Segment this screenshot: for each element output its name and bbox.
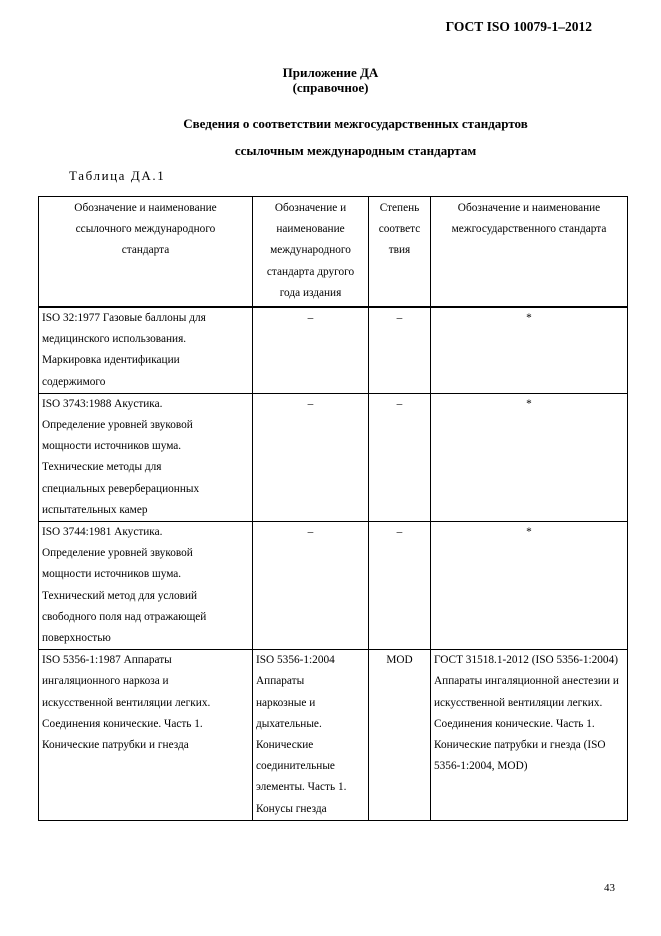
section-title-line-2: ссылочным международным стандартам xyxy=(234,143,477,158)
ref-standard-cell: ISO 3743:1988 Акустика. Определение уровней звуковой мощности источников шума. Технические методы для специальных реверберационных испытательных камер xyxy=(39,393,253,521)
ref-standard-cell: ISO 5356-1:1987 Аппараты ингаляционного наркоза и искусственной вентиляции легких. Соединения конические. Часть 1. Конические патрубки и гнезда xyxy=(39,650,253,821)
header-interstate-standard: Обозначение и наименование межгосударственного стандарта xyxy=(431,197,628,308)
section-title-line-1: Сведения о соответствии межгосударственных стандартов xyxy=(183,116,528,131)
table-header-row xyxy=(39,197,628,308)
ref-standard-cell: ISO 32:1977 Газовые баллоны для медицинского использования. Маркировка идентификации содержимого xyxy=(39,307,253,393)
intl-standard-cell: ISO 5356-1:2004 Аппараты наркозные и дыхательные. Конические соединительные элементы. Часть 1. Конусы гнезда xyxy=(253,650,369,821)
interstate-standard-cell: ГОСТ 31518.1-2012 (ISO 5356-1:2004) Аппараты ингаляционной анестезии и искусственной вентиляции легких. Соединения конические. Часть 1. Конические патрубки и гнезда (ISO 5356-1:2004, MOD) xyxy=(431,650,628,821)
page-number: 43 xyxy=(604,882,615,894)
degree-cell: MOD xyxy=(369,650,431,821)
appendix-subtitle: (справочное) xyxy=(292,80,369,95)
intl-standard-cell: – xyxy=(253,393,369,521)
header-ref-standard: Обозначение и наименование ссылочного международного стандарта xyxy=(39,197,253,308)
table-row xyxy=(39,307,628,393)
table-label: Таблица ДА.1 xyxy=(69,168,166,183)
standards-correspondence-table xyxy=(38,196,628,821)
ref-standard-cell: ISO 3744:1981 Акустика. Определение уровней звуковой мощности источников шума. Технический метод для условий свободного поля над отражающей поверхностью xyxy=(39,522,253,650)
table-row xyxy=(39,522,628,650)
header-intl-standard: Обозначение и наименование международного стандарта другого года издания xyxy=(253,197,369,308)
intl-standard-cell: – xyxy=(253,522,369,650)
appendix-heading xyxy=(0,65,661,95)
header-degree: Степень соответс твия xyxy=(369,197,431,308)
intl-standard-cell: – xyxy=(253,307,369,393)
degree-cell: – xyxy=(369,393,431,521)
table-row xyxy=(39,393,628,521)
section-title xyxy=(0,110,661,164)
document-code: ГОСТ ISO 10079-1–2012 xyxy=(445,19,592,34)
interstate-standard-cell: * xyxy=(431,522,628,650)
degree-cell: – xyxy=(369,522,431,650)
interstate-standard-cell: * xyxy=(431,393,628,521)
appendix-title: Приложение ДА xyxy=(282,65,379,80)
interstate-standard-cell: * xyxy=(431,307,628,393)
table-row xyxy=(39,650,628,821)
degree-cell: – xyxy=(369,307,431,393)
